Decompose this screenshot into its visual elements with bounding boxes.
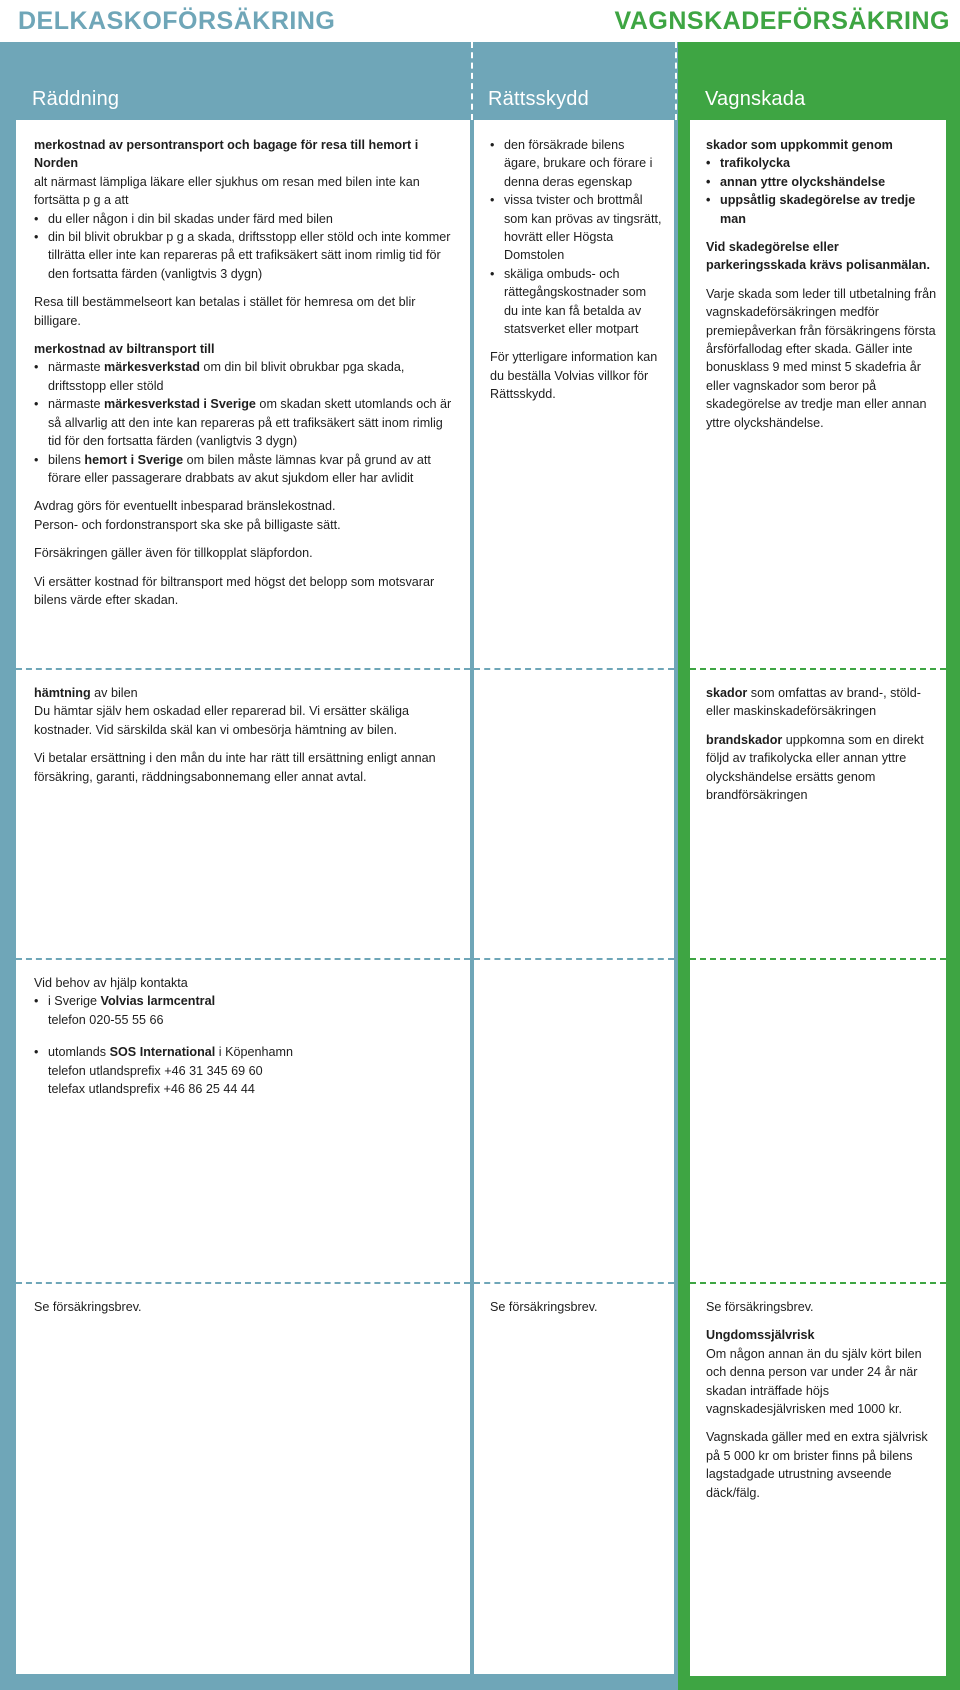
hamtning-heading: hämtning av bilen <box>34 686 138 700</box>
vagnskada-coverage-text <box>706 136 938 442</box>
premiepaverkan-note: Varje skada som leder till utbetalning från vagnskadeförsäkringen medför premiepåverkan från försäkringens första årsförfallodag efter skada. Gäller inte bonusklass 9 med minst 5 skadefria år eller vagnskador som beror på skadegörelse av tredje man eller annan yttre olyckshändelse. <box>706 286 937 430</box>
kontakt-intro: Vid behov av hjälp kontakta <box>34 976 188 990</box>
hamtning-desc: Du hämtar själv hem oskadad eller reparerad bil. Vi ersätter skäliga kostnader. Vid särskilda skäl kan vi ombesörja hämtning av bilen. <box>34 704 409 737</box>
section-title-vagnskada: Vagnskada <box>705 88 806 110</box>
kontakt-text <box>34 974 454 1098</box>
biltransport-limit-note: Vi ersätter kostnad för biltransport med högst det belopp som motsvarar bilens värde efter skadan. <box>34 574 435 607</box>
list-item: • bilens hemort i Sverige om bilen måste lämnas kvar på grund av att förare eller passagerare drabbats av akut sjukdom eller har avlidit <box>34 451 454 488</box>
list-item: • skäliga ombuds- och rättegångskostnader som du inte kan få betalda av statsverket eller motpart <box>490 265 662 339</box>
rattsskydd-info: För ytterligare information kan du beställa Volvias villkor för Rättsskydd. <box>490 350 658 402</box>
ungdomssjalvrisk-desc: Om någon annan än du själv kört bilen och denna person var under 24 år när skadan inträffade höjs vagnskadesjälvrisken med 1000 kr. <box>706 1346 922 1417</box>
biltransport-destinations <box>34 358 454 487</box>
transport-note: Person- och fordonstransport ska ske på billigaste sätt. <box>34 517 341 532</box>
raddning-sjalvrisk-text <box>34 1298 454 1326</box>
blue-left-border <box>0 120 16 1690</box>
list-item: • i Sverige Volvias larmcentral telefon 020-55 55 66 <box>34 992 454 1029</box>
delkasko-title: DELKASKOFÖRSÄKRING <box>18 7 336 35</box>
header-dashed-divider <box>675 42 677 120</box>
rattsskydd-coverage-text <box>490 136 662 414</box>
vagnskada-causes <box>706 154 938 228</box>
vagnskada-heading: skador som uppkommit genom <box>706 138 893 152</box>
ungdomssjalvrisk-heading: Ungdomssjälvrisk <box>706 1328 815 1343</box>
hamtning-ersattning: Vi betalar ersättning i den mån du inte har rätt till ersättning enligt annan försäkring, garanti, räddningsabonnemang eller annat avtal. <box>34 751 436 784</box>
row-divider <box>474 958 674 960</box>
list-item: • vissa tvister och brottmål som kan prövas av tingsrätt, hovrätt eller Högsta Domstolen <box>490 191 662 265</box>
persontransport-desc: alt närmast lämpliga läkare eller sjukhus om resan med bilen inte kan fortsätta p g a att <box>34 174 420 208</box>
row-divider <box>16 958 470 960</box>
list-item: • du eller någon i din bil skadas under färd med bilen <box>34 210 454 228</box>
rattsskydd-sjalvrisk-text <box>490 1298 662 1326</box>
slapfordon-note: Försäkringen gäller även för tillkopplat släpfordon. <box>34 546 313 561</box>
list-item: • trafikolycka <box>706 154 938 172</box>
list-item: • uppsåtlig skadegörelse av tredje man <box>706 191 938 228</box>
vagnskada-exclusions-text <box>706 684 934 814</box>
row-divider <box>690 1282 946 1284</box>
sos-fax: telefax utlandsprefix +46 86 25 44 44 <box>48 1082 255 1097</box>
list-item: • närmaste märkesverkstad om din bil blivit obrukbar pga skada, driftsstopp eller stöld <box>34 358 454 395</box>
persontransport-conditions <box>34 210 454 284</box>
larmcentral-phone: telefon 020-55 55 66 <box>48 1012 164 1027</box>
section-title-rattsskydd: Rättsskydd <box>488 88 589 110</box>
sos-phone: telefon utlandsprefix +46 31 345 69 60 <box>48 1063 263 1078</box>
row-divider <box>690 958 946 960</box>
hamtning-text <box>34 684 454 796</box>
biltransport-heading: merkostnad av biltransport till <box>34 342 215 357</box>
se-forsakringsbrev-left: Se försäkringsbrev. <box>34 1300 142 1314</box>
raddning-coverage-text <box>34 136 454 619</box>
se-forsakringsbrev-right: Se försäkringsbrev. <box>706 1300 814 1314</box>
header-dashed-divider <box>471 42 473 120</box>
vagnskade-title: VAGNSKADEFÖRSÄKRING <box>614 7 950 35</box>
list-item: • din bil blivit obrukbar p g a skada, driftsstopp eller stöld och inte kommer tillrätta eller inte kan repareras på ett trafiksäkert sätt inom rimlig tid för den fortsatta färden (vanligtvis 3 dygn) <box>34 228 454 283</box>
row-divider <box>16 1282 470 1284</box>
section-title-raddning: Räddning <box>32 88 120 110</box>
polisanmalan-note: Vid skadegörelse eller parkeringsskada krävs polisanmälan. <box>706 240 931 273</box>
rattsskydd-list <box>490 136 662 338</box>
row-divider <box>16 668 470 670</box>
row-divider <box>474 1282 674 1284</box>
row-divider <box>474 668 674 670</box>
bestammelseort-note: Resa till bestämmelseort kan betalas i stället för hemresa om det blir billigare. <box>34 295 416 328</box>
list-item: • annan yttre olyckshändelse <box>706 173 938 191</box>
exclusion-brandskador: brandskador uppkomna som en direkt följd av trafikolycka eller annan yttre olyckshändelse ersätts genom brandförsäkringen <box>706 732 924 803</box>
list-item: • utomlands SOS International i Köpenhamn telefon utlandsprefix +46 31 345 69 60 telefax utlandsprefix +46 86 25 44 44 <box>34 1043 454 1098</box>
blue-bottom-border <box>0 1674 678 1690</box>
se-forsakringsbrev-mid: Se försäkringsbrev. <box>490 1300 598 1314</box>
list-item: • den försäkrade bilens ägare, brukare och förare i denna deras egenskap <box>490 136 662 191</box>
exclusion-skador: skador som omfattas av brand-, stöld- eller maskinskadeförsäkringen <box>706 686 921 719</box>
vagnskada-sjalvrisk-text <box>706 1298 934 1512</box>
blue-middle-divider <box>470 120 474 1690</box>
persontransport-heading: merkostnad av persontransport och bagage för resa till hemort i Norden <box>34 138 419 171</box>
blue-right-divider <box>674 120 678 1690</box>
avdrag-note: Avdrag görs för eventuellt inbesparad bränslekostnad. <box>34 499 336 514</box>
row-divider <box>690 668 946 670</box>
extra-sjalvrisk-desc: Vagnskada gäller med en extra självrisk på 5 000 kr om brister finns på bilens lagstadgade utrustning avseende däck/fälg. <box>706 1430 928 1500</box>
list-item: • närmaste märkesverkstad i Sverige om skadan skett utomlands och är så allvarlig att den inte kan repareras på ett trafiksäkert sätt inom rimlig tid för den fortsatta färden (vanligtvis 3 dygn) <box>34 395 454 450</box>
kontakt-list <box>34 992 454 1098</box>
